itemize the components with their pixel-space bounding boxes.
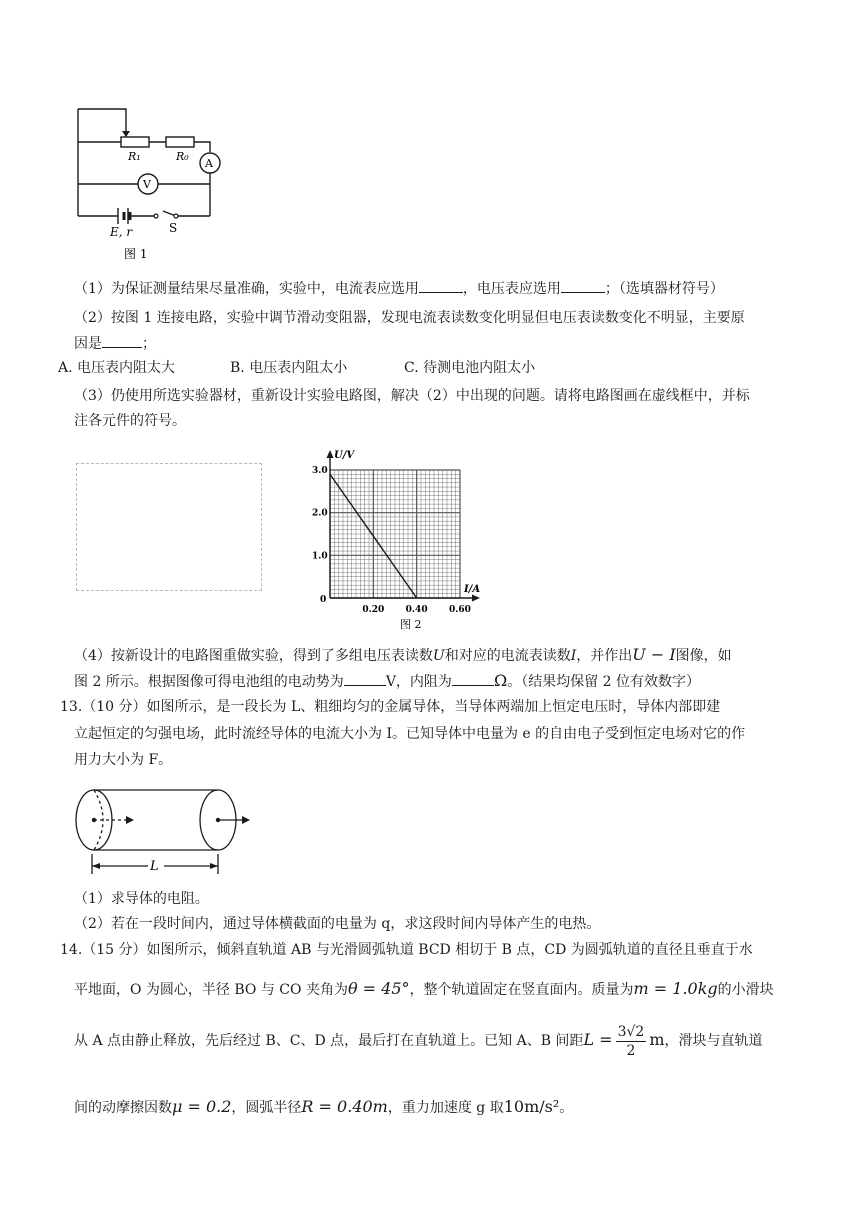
label-switch: S — [169, 221, 178, 235]
x-axis-arrow — [472, 595, 480, 602]
circuit-drawing-box[interactable] — [76, 463, 262, 591]
figure-1-circuit — [66, 104, 236, 264]
y-tick-label: 2.0 — [312, 508, 328, 519]
origin-label: 0 — [320, 595, 327, 605]
label-ammeter: A — [205, 157, 213, 170]
q12-part4-line1: （4）按新设计的电路图重做实验，得到了多组电压表读数U和对应的电流表读数I，并作出U − I图像，如 — [74, 645, 732, 664]
q13-line2: 立起恒定的匀强电场，此时流经导体的电流大小为 I。已知导体中电量为 e 的自由电子受到恒定电场对它的作 — [74, 726, 746, 742]
label-r0: R₀ — [176, 150, 189, 163]
x-axis-label: I/A — [464, 584, 481, 595]
answer-blank-emf[interactable] — [344, 671, 386, 686]
q14-line2: 平地面，O 为圆心，半径 BO 与 CO 夹角为θ = 45°，整个轨道固定在竖直面内。质量为m = 1.0kg的小滑块 — [74, 979, 774, 998]
y-tick-label: 3.0 — [312, 466, 328, 476]
fraction-3sqrt2-over-2: $\frac{3√2}{2}$ — [617, 1023, 645, 1059]
q12-part1: （1）为保证测量结果尽量准确，实验中，电流表应选用 ，电压表应选用 ；（选填器材符号） — [74, 278, 724, 299]
answer-blank-resistance[interactable] — [452, 671, 494, 686]
x-tick-label: 0.40 — [405, 605, 428, 615]
q14-line1: 14.（15 分）如图所示，倾斜直轨道 AB 与光滑圆弧轨道 BCD 相切于 B 点，CD 为圆弧轨道的直径且垂直于水 — [60, 942, 753, 958]
x-tick-label: 0.60 — [449, 605, 471, 615]
length-label: L — [150, 859, 159, 874]
answer-blank-reason[interactable] — [102, 333, 142, 348]
label-r1: R₁ — [128, 150, 141, 163]
figure-2-caption: 图 2 — [400, 618, 422, 630]
q12-part2-line2: 因是 ； — [74, 333, 156, 354]
q12-options — [58, 358, 536, 378]
q13-line3: 用力大小为 F。 — [74, 752, 173, 768]
label-voltmeter: V — [143, 178, 151, 191]
q14-line4: 间的动摩擦因数μ = 0.2，圆弧半径R = 0.40m，重力加速度 g 取10m/s²。 — [74, 1097, 574, 1116]
q13-line1: 13.（10 分）如图所示，是一段长为 L、粗细均匀的金属导体，当导体两端加上恒定电压时，导体内部即建 — [60, 699, 721, 715]
answer-blank-ammeter[interactable] — [419, 278, 463, 293]
option-b[interactable]: B. 电压表内阻太小 — [230, 360, 348, 376]
q14-line3: 从 A 点由静止释放，先后经过 B、C、D 点，最后打在直轨道上。已知 A、B 间距L = $\frac{3√2}{2}$ m，滑块与直轨道 — [74, 1023, 763, 1059]
q13-sub1: （1）求导体的电阻。 — [74, 891, 209, 907]
label-battery: E, r — [110, 225, 133, 239]
conductor-cylinder-figure — [70, 784, 250, 880]
q13-sub2: （2）若在一段时间内，通过导体横截面的电量为 q，求这段时间内导体产生的电热。 — [74, 916, 601, 932]
answer-blank-voltmeter[interactable] — [561, 278, 605, 293]
option-a[interactable]: A. 电压表内阻太大 — [58, 360, 176, 376]
y-axis-label: U/V — [334, 450, 355, 461]
figure-2-chart — [306, 448, 482, 630]
y-axis-arrow — [327, 450, 334, 458]
q12-part4-line2: 图 2 所示。根据图像可得电池组的电动势为 V，内阻为 Ω。（结果均保留 2 位有效数字） — [74, 671, 701, 690]
option-c[interactable]: C. 待测电池内阻太小 — [404, 360, 536, 376]
q12-part2-line1: （2）按图 1 连接电路，实验中调节滑动变阻器，发现电流表读数变化明显但电压表读数变化不明显，主要原 — [74, 310, 745, 326]
q12-part3-line1: （3）仍使用所选实验器材，重新设计实验电路图，解决（2）中出现的问题。请将电路图画在虚线框中，并标 — [74, 388, 750, 404]
q12-part3-line2: 注各元件的符号。 — [74, 413, 186, 429]
y-tick-label: 1.0 — [312, 551, 328, 562]
figure-1-caption: 图 1 — [124, 247, 148, 261]
x-tick-label: 0.20 — [362, 605, 385, 615]
